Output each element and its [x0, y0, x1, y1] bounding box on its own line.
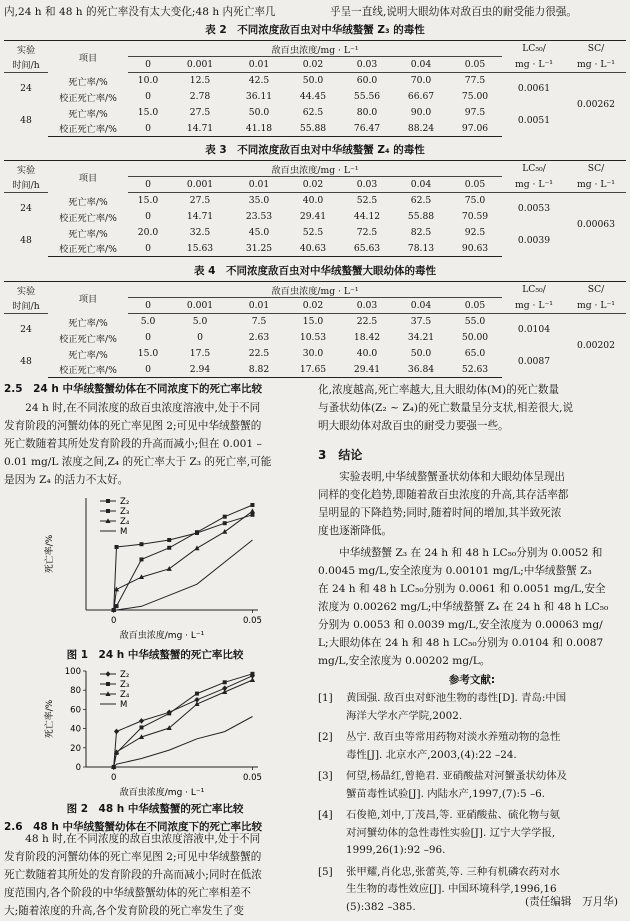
- text-line: mg/L,安全浓度为 0.00202 mg/L。: [318, 655, 491, 667]
- cell: 75.0: [464, 195, 486, 207]
- cell: 29.41: [299, 211, 327, 222]
- fig1-point: [167, 546, 171, 550]
- cell-item: 死亡率/%: [68, 196, 108, 208]
- cell-item: 校正死亡率/%: [48, 241, 128, 257]
- cell-item: 死亡率/%: [68, 228, 108, 240]
- conc: 0: [128, 177, 168, 193]
- text-line: 明大眼幼体对敌百虫的耐受力要强一些。: [318, 420, 509, 432]
- cell: 45.0: [248, 227, 270, 238]
- cell: 12.5: [189, 75, 211, 87]
- section-2-6-body: [4, 830, 306, 920]
- text-line: 度也逐渐降低。: [318, 525, 393, 537]
- cell: 60.0: [356, 75, 378, 87]
- cell: 22.5: [248, 348, 270, 359]
- text-line: 蟹苗毒性试验[J]. 内陆水产,1997,(7):5 –6.: [346, 787, 546, 800]
- text-line: 毒性[J]. 北京水产,2003,(4):22 –24.: [346, 748, 517, 761]
- hdr-sc-unit: mg · L⁻¹: [566, 177, 626, 193]
- figure-1-chart: [40, 490, 280, 642]
- cell: 80.0: [356, 107, 378, 118]
- cell: 27.5: [189, 107, 211, 118]
- fig1-legend-label: Z₃: [120, 507, 130, 517]
- cell: 41.18: [232, 121, 286, 137]
- fig1-point: [167, 566, 172, 571]
- cell: 50.0: [410, 348, 432, 359]
- text-line: 浓度为 0.00262 mg/L;中华绒螯蟹 Z₄ 在 24 h 和 48 h LC₅₀: [318, 601, 609, 613]
- reference-number: [4]: [318, 809, 333, 821]
- cell: 65.63: [340, 241, 394, 257]
- cell: 50.0: [248, 107, 270, 118]
- cell: 50.0: [302, 75, 324, 87]
- table-row: [4, 225, 626, 241]
- cell: 0: [145, 211, 151, 222]
- conc: 0: [128, 298, 168, 314]
- cell: 55.88: [407, 211, 435, 222]
- conclusion-paragraph-2: [318, 544, 626, 670]
- cell-item: 校正死亡率/%: [59, 333, 117, 345]
- top-left-line: 内,24 h 和 48 h 的死亡率没有太大变化;48 h 内死亡率几: [4, 6, 276, 18]
- fig2-y-tick-label: 100: [64, 667, 81, 677]
- text-line: 何望,杨晶红,曾艳君. 亚硝酸盐对河蟹蚤状幼体及: [346, 770, 568, 782]
- conc: 0.05: [448, 298, 502, 314]
- hdr-time: 时间/h: [4, 177, 48, 193]
- hdr-lc-unit: mg · L⁻¹: [502, 298, 566, 314]
- cell: 75.00: [461, 91, 489, 102]
- hdr-item: 项目: [48, 282, 128, 314]
- hdr-exp: 实验: [4, 41, 48, 57]
- fig1-point: [167, 538, 171, 542]
- text-line: 24 h 时,在不同浓度的敌百虫浓度溶液中,处于不同: [4, 402, 261, 414]
- conc: 0.03: [340, 57, 394, 73]
- fig1-legend-marker: [106, 509, 110, 513]
- text-line: 大;随着浓度的升高,各个发育阶段的死亡率发生了变: [4, 905, 244, 917]
- text-line: 0.01 mg/L 浓度之间,Z₄ 的死亡率大于 Z₃ 的死亡率,可能: [4, 456, 272, 468]
- text-line: 分别为 0.0053 和 0.0039 mg/L,安全浓度为 0.00063 mg/: [318, 619, 603, 631]
- cell-time: 48: [20, 115, 32, 126]
- cell-sc: 0.00063: [577, 219, 615, 231]
- cell: 76.47: [340, 121, 394, 137]
- cell: 65.0: [464, 348, 486, 359]
- hdr-time: 时间/h: [4, 57, 48, 73]
- table2: [4, 40, 626, 137]
- cell-item: 校正死亡率/%: [48, 121, 128, 137]
- fig1-legend-marker: [106, 499, 110, 503]
- cell: 90.0: [410, 107, 432, 118]
- cell: 55.56: [353, 91, 381, 102]
- table3-caption: 表 3 不同浓度敌百虫对中华绒螯蟹 Z₄ 的毒性: [205, 144, 425, 156]
- fig2-y-tick-label: 0: [75, 763, 81, 773]
- reference-number: [1]: [318, 692, 333, 704]
- conc: 0.001: [168, 177, 232, 193]
- editor-note: (责任编辑 万月华): [524, 896, 618, 908]
- fig2-y-tick-label: 80: [70, 686, 81, 697]
- cell: 97.06: [448, 121, 502, 137]
- text-line: 死亡数随着其所处发育阶段的升高而减小;但在 0.001 –: [4, 438, 262, 450]
- hdr-sc: SC/: [566, 41, 626, 57]
- fig1-point: [139, 542, 143, 546]
- cell: 2.78: [189, 91, 211, 102]
- text-line: 发育阶段的河蟹幼体的死亡率见图 2;可见中华绒螯蟹的: [4, 420, 262, 432]
- table2-caption: 表 2 不同浓度敌百虫对中华绒螯蟹 Z₃ 的毒性: [205, 24, 425, 36]
- cell-item: 死亡率/%: [68, 76, 108, 88]
- cell: 0: [128, 241, 168, 257]
- cell: 7.5: [251, 316, 267, 328]
- text-line: 发育阶段的河蟹幼体的死亡率见图 2;可见中华绒螯蟹的: [4, 851, 262, 863]
- hdr-exp: 实验: [4, 282, 48, 298]
- fig2-x-tick-label: 0.05: [242, 773, 262, 783]
- cell: 40.63: [286, 241, 340, 257]
- cell: 2.63: [248, 332, 270, 343]
- text-line: 张甲耀,肖化忠,张蕾英,等. 三种有机磷农药对水: [346, 865, 560, 878]
- cell: 0: [197, 332, 203, 343]
- fig1-point: [223, 515, 227, 519]
- fig1-x-label: 敌百虫浓度/mg · L⁻¹: [119, 631, 205, 641]
- reference-number: [2]: [318, 731, 333, 743]
- hdr-exp: 实验: [4, 161, 48, 177]
- cell: 15.0: [137, 195, 159, 207]
- reference-item: [318, 690, 626, 725]
- cell: 62.5: [302, 107, 324, 118]
- fig2-legend-label: M: [120, 700, 128, 710]
- cell: 32.5: [189, 227, 211, 238]
- cell: 97.5: [464, 107, 486, 118]
- cell-lc: 0.0051: [517, 115, 551, 126]
- cell: 15.0: [137, 107, 159, 118]
- cell: 14.71: [186, 211, 214, 222]
- text-line: 丛宁. 敌百虫等常用药物对淡水养殖动物的急性: [346, 731, 561, 743]
- cell-lc: 0.0087: [517, 356, 551, 367]
- cell: 8.82: [232, 362, 286, 378]
- section-2-6-title: 2.6 48 h 中华绒螯蟹幼体在不同浓度下的死亡率比较: [4, 821, 262, 833]
- text-line: 海洋大学水产学院,2002.: [346, 709, 463, 722]
- table-row: [4, 314, 626, 330]
- table3: [4, 160, 626, 257]
- hdr-lc-unit: mg · L⁻¹: [502, 57, 566, 73]
- text-line: 化,浓度越高,死亡率越大,且大眼幼体(M)的死亡数量: [318, 384, 560, 396]
- hdr-item: 项目: [48, 41, 128, 73]
- table-row: [4, 105, 626, 121]
- fig1-point: [115, 604, 119, 608]
- hdr-sc-unit: mg · L⁻¹: [566, 298, 626, 314]
- text-line: 同样的变化趋势,即随着敌百虫浓度的升高,其存活率都: [318, 489, 569, 501]
- text-line: 对河蟹幼体的急性毒性实验[J]. 辽宁大学学报,: [346, 826, 556, 839]
- reference-item: [318, 729, 626, 764]
- cell: 10.0: [137, 75, 159, 87]
- table4: [4, 281, 626, 378]
- cell: 0: [145, 332, 151, 343]
- cell: 5.0: [192, 316, 208, 328]
- cell-lc: 0.0053: [517, 203, 551, 215]
- cell: 52.5: [356, 195, 378, 207]
- text-line: (5):382 –385.: [346, 900, 416, 913]
- cell: 34.21: [407, 332, 435, 343]
- cell: 77.5: [464, 75, 486, 87]
- conc: 0.04: [394, 57, 448, 73]
- text-line: 死亡数随着其所处的发育阶段的升高而减小;同时在低浓: [4, 869, 262, 881]
- section-2-5-body: [4, 399, 306, 489]
- cell: 92.5: [464, 227, 486, 238]
- fig1-point: [250, 508, 255, 513]
- text-line: 48 h 时,在不同浓度的敌百虫浓度溶液中,处于不同: [4, 833, 261, 845]
- text-line: 生生物的毒性效应[J]. 中国环境科学,1996,16: [346, 883, 557, 895]
- cell: 36.84: [394, 362, 448, 378]
- fig2-legend-marker: [105, 671, 110, 677]
- conc: 0.001: [168, 57, 232, 73]
- fig1-point: [223, 521, 227, 525]
- fig1-legend-label: Z₂: [120, 497, 130, 507]
- fig2-point: [250, 672, 254, 676]
- conc: 0.02: [286, 298, 340, 314]
- cell: 40.0: [302, 195, 324, 207]
- fig2-legend-label: Z₃: [120, 680, 130, 690]
- fig2-point: [195, 692, 199, 696]
- fig2-point: [250, 677, 255, 682]
- conc: 0.01: [232, 177, 286, 193]
- fig1-point: [115, 545, 119, 549]
- cell: 31.25: [232, 241, 286, 257]
- cell: 23.53: [245, 211, 273, 222]
- cell: 10.53: [299, 332, 327, 343]
- conc: 0.001: [168, 298, 232, 314]
- cell: 5.0: [140, 316, 156, 328]
- cell: 14.71: [168, 121, 232, 137]
- section-2-5-title: 2.5 24 h 中华绒螯蟹幼体在不同浓度下的死亡率比较: [4, 383, 262, 395]
- hdr-conc: 敌百虫浓度/mg · L⁻¹: [128, 161, 502, 177]
- cell-time: 24: [20, 83, 32, 95]
- fig2-y-tick-label: 40: [70, 724, 81, 735]
- fig1-point: [250, 503, 254, 507]
- cell: 44.12: [353, 211, 381, 222]
- cell: 0: [128, 362, 168, 378]
- text-line: 0.0045 mg/L,安全浓度为 0.00101 mg/L;中华绒螯蟹 Z₃: [318, 565, 592, 577]
- fig1-series-line-2: [114, 511, 253, 610]
- hdr-conc: 敌百虫浓度/mg · L⁻¹: [128, 282, 502, 298]
- cell-time: 24: [20, 203, 32, 215]
- cell: 78.13: [394, 241, 448, 257]
- cell: 15.63: [168, 241, 232, 257]
- cell: 22.5: [356, 316, 378, 328]
- cell: 44.45: [299, 91, 327, 102]
- cell-sc: 0.00262: [577, 99, 615, 111]
- text-line: 度范围内,各个阶段的中华绒螯蟹幼体的死亡率相差不: [4, 887, 252, 899]
- cell-lc: 0.0039: [517, 235, 551, 246]
- fig1-point: [139, 557, 143, 561]
- text-line: 黄国强. 敌百虫对虾池生物的毒性[D]. 青岛:中国: [346, 692, 567, 704]
- reference-item: [318, 768, 626, 803]
- hdr-item: 项目: [48, 161, 128, 193]
- table4-caption: 表 4 不同浓度敌百虫对中华绒螯蟹大眼幼体的毒性: [194, 265, 436, 277]
- cell: 18.42: [353, 332, 381, 343]
- cell: 66.67: [407, 91, 435, 102]
- conc: 0.02: [286, 57, 340, 73]
- conc: 0.05: [448, 57, 502, 73]
- fig1-point: [195, 530, 199, 534]
- table-row: [4, 346, 626, 362]
- conc: 0.03: [340, 177, 394, 193]
- conc: 0.04: [394, 177, 448, 193]
- hdr-conc: 敌百虫浓度/mg · L⁻¹: [128, 41, 502, 57]
- cell: 90.63: [448, 241, 502, 257]
- hdr-lc: LC₅₀/: [502, 161, 566, 177]
- cell: 17.5: [189, 348, 211, 359]
- cell: 20.0: [137, 227, 159, 238]
- conc: 0.01: [232, 57, 286, 73]
- cell-time: 48: [20, 356, 32, 367]
- reference-number: [3]: [318, 770, 333, 782]
- section-3-title: 3 结论: [318, 448, 363, 462]
- cell: 72.5: [356, 227, 378, 238]
- cell: 88.24: [394, 121, 448, 137]
- cell-sc: 0.00202: [577, 340, 615, 352]
- hdr-lc-unit: mg · L⁻¹: [502, 177, 566, 193]
- cell: 37.5: [410, 316, 432, 328]
- cell-item: 死亡率/%: [68, 349, 108, 361]
- fig2-legend-label: Z₄: [120, 690, 130, 700]
- hdr-sc-unit: mg · L⁻¹: [566, 57, 626, 73]
- fig1-point: [222, 529, 227, 534]
- fig2-legend-label: Z₂: [120, 670, 130, 680]
- text-line: 石俊艳,刘中,丁茂昌,等. 亚硝酸盐、硫化物与氨: [346, 809, 560, 821]
- cell: 52.63: [448, 362, 502, 378]
- references-list: [318, 690, 626, 916]
- cell-item: 校正死亡率/%: [59, 212, 117, 224]
- fig2-legend-marker: [106, 682, 110, 686]
- fig2-series-line-1: [114, 674, 253, 767]
- fig2-y-tick-label: 60: [70, 705, 81, 716]
- fig1-x-tick-label: 0.05: [242, 616, 262, 626]
- cell: 35.0: [248, 195, 270, 207]
- figure-1-caption: 图 1 24 h 中华绒螯蟹的死亡率比较: [66, 649, 244, 661]
- hdr-sc: SC/: [566, 282, 626, 298]
- cell: 17.65: [286, 362, 340, 378]
- cell: 40.0: [356, 348, 378, 359]
- cell: 0: [128, 121, 168, 137]
- hdr-lc: LC₅₀/: [502, 41, 566, 57]
- fig2-point: [114, 729, 119, 735]
- cell: 30.0: [302, 348, 324, 359]
- reference-item: [318, 807, 626, 860]
- fig1-point: [250, 513, 254, 517]
- conc: 0.01: [232, 298, 286, 314]
- cell-lc: 0.0061: [517, 83, 551, 95]
- cell: 50.00: [461, 332, 489, 343]
- figure-2-chart: [40, 665, 280, 800]
- cell-item: 死亡率/%: [68, 317, 108, 329]
- fig2-point: [139, 725, 143, 729]
- fig1-series-line-0: [114, 515, 253, 610]
- fig2-y-label: 死亡率/%: [45, 699, 55, 739]
- table-row: [4, 73, 626, 89]
- conc: 0.03: [340, 298, 394, 314]
- fig2-x-label: 敌百虫浓度/mg · L⁻¹: [119, 788, 205, 798]
- cell: 0: [145, 91, 151, 102]
- text-line: 实验表明,中华绒螯蟹蚤状幼体和大眼幼体呈现出: [318, 471, 566, 483]
- text-line: 在 24 h 和 48 h LC₅₀分别为 0.0061 和 0.0051 mg/L,安全: [318, 583, 606, 595]
- fig1-legend-label: Z₄: [120, 517, 130, 527]
- conc: 0: [128, 57, 168, 73]
- cell: 55.0: [464, 316, 486, 328]
- cell: 36.11: [245, 91, 273, 102]
- cell: 70.59: [461, 211, 489, 222]
- fig2-x-tick-label: 0: [111, 773, 117, 783]
- cell: 52.5: [302, 227, 324, 238]
- reference-number: [5]: [318, 865, 333, 878]
- cell: 27.5: [189, 195, 211, 207]
- hdr-lc: LC₅₀/: [502, 282, 566, 298]
- conc: 0.05: [448, 177, 502, 193]
- cell: 2.94: [168, 362, 232, 378]
- text-line: 1999,26(1):92 –96.: [346, 844, 446, 856]
- fig2-point: [139, 718, 144, 724]
- text-line: 是因为 Z₄ 的活力不太好。: [4, 474, 129, 486]
- table-row: [4, 193, 626, 209]
- cell: 15.0: [302, 316, 324, 328]
- conc: 0.02: [286, 177, 340, 193]
- conclusion-paragraph-1: [318, 468, 626, 540]
- fig1-series-line-3: [114, 540, 253, 610]
- cell: 70.0: [410, 75, 432, 87]
- cell: 29.41: [340, 362, 394, 378]
- fig2-y-tick-label: 20: [70, 743, 81, 754]
- text-line: 与蚤状幼体(Z₂ ~ Z₄)的死亡数量呈分支状,相差很大,说: [318, 402, 574, 414]
- cell-item: 校正死亡率/%: [59, 92, 117, 104]
- section-2-6-continued: [318, 381, 626, 435]
- fig1-legend-label: M: [120, 527, 128, 537]
- cell-item: 校正死亡率/%: [48, 362, 128, 378]
- cell: 15.0: [137, 348, 159, 359]
- cell: 82.5: [410, 227, 432, 238]
- figure-2-caption: 图 2 48 h 中华绒螯蟹的死亡率比较: [66, 803, 244, 815]
- cell: 62.5: [410, 195, 432, 207]
- cell-time: 48: [20, 235, 32, 246]
- top-right-line: 乎呈一直线,说明大眼幼体对敌百虫的耐受能力很强。: [330, 6, 578, 18]
- cell-lc: 0.0104: [517, 324, 551, 336]
- hdr-sc: SC/: [566, 161, 626, 177]
- fig2-point: [167, 711, 171, 715]
- fig1-y-label: 死亡率/%: [45, 534, 55, 574]
- cell-item: 死亡率/%: [68, 108, 108, 120]
- conc: 0.04: [394, 298, 448, 314]
- text-line: 呈明显的下降趋势;同时,随着时间的增加,其半致死浓: [318, 507, 562, 519]
- fig2-point: [223, 680, 227, 684]
- cell-time: 24: [20, 324, 32, 336]
- references-title: 参考文献:: [448, 674, 496, 686]
- cell: 55.88: [286, 121, 340, 137]
- fig1-x-tick-label: 0: [111, 616, 117, 626]
- cell: 42.5: [248, 75, 270, 87]
- fig1-point: [194, 545, 199, 550]
- text-line: L;大眼幼体在 24 h 和 48 h LC₅₀分别为 0.0104 和 0.0087: [318, 637, 604, 649]
- text-line: 中华绒螯蟹 Z₃ 在 24 h 和 48 h LC₅₀分别为 0.0052 和: [318, 547, 603, 559]
- hdr-time: 时间/h: [4, 298, 48, 314]
